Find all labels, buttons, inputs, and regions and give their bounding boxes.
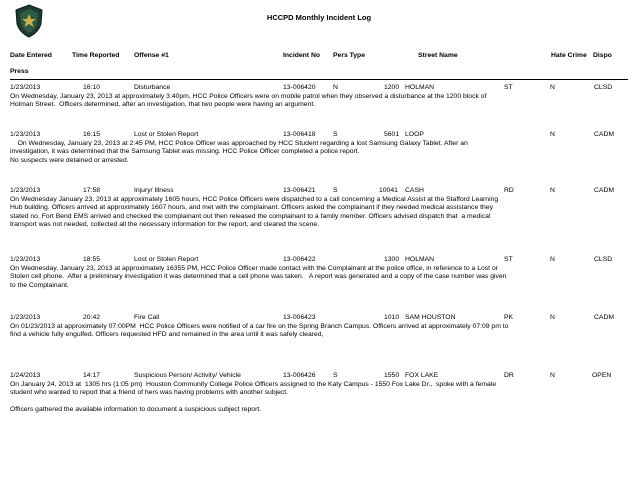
record-street-type: ST bbox=[504, 256, 513, 263]
record-street-name: LOOP bbox=[405, 131, 424, 138]
record-time: 16:15 bbox=[83, 131, 101, 138]
record-street-type: ST bbox=[504, 84, 513, 91]
record-offense: Lost or Stolen Report bbox=[134, 256, 199, 263]
record-incident-no: 13-006426 bbox=[283, 372, 316, 379]
record-street-type: PK bbox=[504, 314, 514, 321]
record-pers-type: S bbox=[333, 131, 338, 138]
col-offense: Offense #1 bbox=[134, 52, 169, 59]
record-street-name: FOX LAKE bbox=[405, 372, 439, 379]
report-title: HCCPD Monthly Incident Log bbox=[266, 13, 372, 22]
record-date: 1/23/2013 bbox=[10, 256, 41, 263]
record-time: 18:55 bbox=[83, 256, 101, 263]
record-street-type: DR bbox=[504, 372, 514, 379]
record-time: 16:10 bbox=[83, 84, 101, 91]
record-narrative: On Wednesday, January 23, 2013 at approximately 3:40pm, HCC Police Officers were on mobile patrol when they observed a disturbance at the 1200 block of Holman Street. Officers determined, after an investigation, that two people were having an argument. bbox=[10, 93, 487, 109]
record-date: 1/24/2013 bbox=[10, 372, 41, 379]
record-street-no: 1010 bbox=[384, 314, 400, 321]
record-street-no: 1300 bbox=[384, 256, 400, 263]
record-street-name: SAM HOUSTON bbox=[405, 314, 456, 321]
record-street-no: 10041 bbox=[379, 187, 398, 194]
record-street-name: HOLMAN bbox=[405, 84, 435, 91]
header-divider bbox=[10, 79, 628, 80]
record-incident-no: 13-006418 bbox=[283, 131, 316, 138]
record-dispo: CLSD bbox=[594, 256, 613, 263]
record-street-name: HOLMAN bbox=[405, 256, 435, 263]
record-street-no: 1200 bbox=[384, 84, 400, 91]
record-offense: Injury/ Illness bbox=[134, 187, 174, 194]
col-pers-type: Pers Type bbox=[333, 52, 365, 59]
record-pers-type: S bbox=[333, 187, 338, 194]
record-offense: Lost or Stolen Report bbox=[134, 131, 199, 138]
record-incident-no: 13-006421 bbox=[283, 187, 316, 194]
record-date: 1/23/2013 bbox=[10, 131, 41, 138]
record-dispo: CLSD bbox=[594, 84, 613, 91]
record-narrative: On Wednesday, January 23, 2013 at approximately 16355 PM, HCC Police Officer made contact with the Complainant at the police office, in reference to a Lost or Stolen cell phone. After a preliminary investigation it was determined that a cell phone was taken. A report was generated and a copy of the case number was given to the Complainant. bbox=[10, 265, 507, 289]
col-date-entered: Date Entered bbox=[10, 52, 52, 59]
record-pers-type: N bbox=[333, 84, 338, 91]
record-time: 14:17 bbox=[83, 372, 101, 379]
col-hate-crime: Hate Crime bbox=[551, 52, 587, 59]
record-street-no: 5601 bbox=[384, 131, 400, 138]
record-date: 1/23/2013 bbox=[10, 84, 41, 91]
record-dispo: CADM bbox=[594, 314, 615, 321]
col-dispo: Dispo bbox=[593, 52, 612, 59]
record-hate-crime: N bbox=[550, 187, 555, 194]
record-offense: Disturbance bbox=[134, 84, 171, 91]
record-offense: Suspicious Person/ Activity/ Vehicle bbox=[134, 372, 241, 379]
record-narrative: On Wednesday January 23, 2013 at approximately 1605 hours, HCC Police Officers were dispatched to a call concerning a Medical Assist at the Stafford Learning Hub building. Officers arrived at approximately 1607 hours, and met with the complainant. Officers asked the complainant if they needed medical assistance they stated no. Fort Bend EMS arrived and checked the complainant out then released the complainant to a family member. Officers advised dispatch that a medical transport was not needed, collected all the necessary information for the report, and cleared the scene. bbox=[10, 196, 499, 229]
record-narrative: On 01/23/2013 at approximately 07:00PM HCC Police Officers were notified of a car fire on the Spring Branch Campus. Officers arrived at approximately 07:09 pm to find a vehicle fully engulfed. Officers requested HFD and remained in the area until it was safely cleared, bbox=[10, 323, 509, 339]
record-dispo: OPEN bbox=[592, 372, 612, 379]
record-hate-crime: N bbox=[550, 131, 555, 138]
record-narrative: On Wednesday, January 23, 2013 at 2:45 PM, HCC Police Officer was approached by HCC Student regarding a lost Samsung Galaxy Tablet. After an investigation, it was determined that the Samsung Tablet was missing. HCC Police Officer completed a police report. No suspects were detained or arrested. bbox=[10, 140, 468, 164]
record-hate-crime: N bbox=[550, 372, 555, 379]
col-incident-no: Incident No bbox=[283, 52, 321, 59]
record-street-name: CASH bbox=[405, 187, 424, 194]
record-incident-no: 13-006420 bbox=[283, 84, 316, 91]
record-dispo: CADM bbox=[594, 131, 615, 138]
record-narrative: On January 24, 2013 at 1305 hrs (1:05 pm) Houston Community College Police Officers assigned to the Katy Campus - 1550 Fox Lake Dr., spoke with a female student who wanted to report that a friend of hers was having problems with another subject. Officers gathered the available information to document a suspicious subject report. bbox=[10, 381, 497, 414]
record-time: 20:42 bbox=[83, 314, 101, 321]
record-hate-crime: N bbox=[550, 84, 555, 91]
col-street-name: Street Name bbox=[418, 52, 458, 59]
col-press: Press bbox=[10, 68, 29, 75]
record-street-type: RD bbox=[504, 187, 514, 194]
record-hate-crime: N bbox=[550, 256, 555, 263]
record-offense: Fire Call bbox=[134, 314, 160, 321]
record-date: 1/23/2013 bbox=[10, 314, 41, 321]
record-date: 1/23/2013 bbox=[10, 187, 41, 194]
record-street-no: 1550 bbox=[384, 372, 400, 379]
col-time-reported: Time Reported bbox=[72, 52, 120, 59]
record-incident-no: 13-006422 bbox=[283, 256, 316, 263]
record-time: 17:58 bbox=[83, 187, 101, 194]
record-dispo: CADM bbox=[594, 187, 615, 194]
record-incident-no: 13-006423 bbox=[283, 314, 316, 321]
record-hate-crime: N bbox=[550, 314, 555, 321]
record-pers-type: S bbox=[333, 372, 338, 379]
